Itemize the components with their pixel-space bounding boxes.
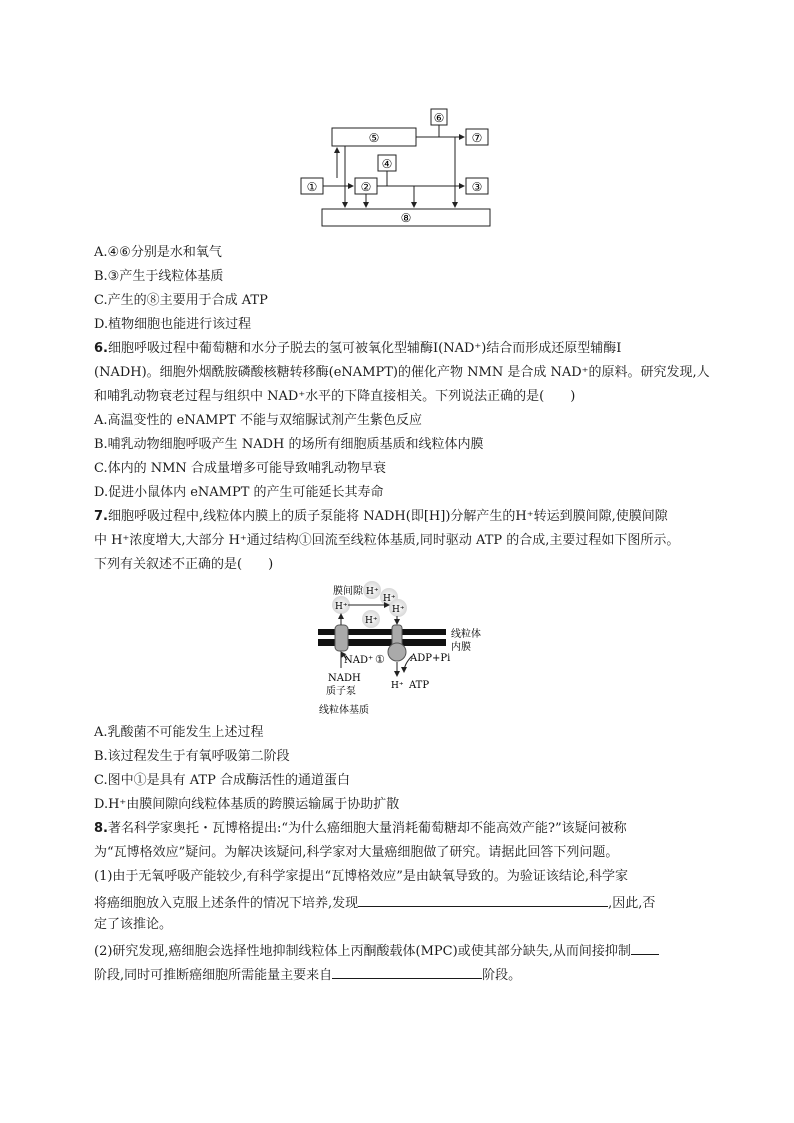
- label-4: ④: [381, 157, 393, 171]
- q8-number: 8.: [94, 821, 108, 836]
- q6-option-a: A.高温变性的 eNAMPT 不能与双缩脲试剂产生紫色反应: [94, 413, 422, 428]
- q7-stem-line-2: 中 H⁺浓度增大,大部分 H⁺通过结构①回流至线粒体基质,同时驱动 ATP 的合成,主要过程如下图所示。: [94, 533, 680, 548]
- q6-stem-line-3: 和哺乳动物衰老过程与组织中 NAD⁺水平的下降直接相关。下列说法正确的是( ): [94, 389, 576, 404]
- atp-synthase-head: [388, 643, 406, 661]
- structure-1-label: ①: [375, 653, 385, 666]
- q8-stem-line-1: 8.著名科学家奥托・瓦博格提出:“为什么癌细胞大量消耗葡萄糖却不能高效产能?”该疑问被称: [94, 821, 627, 836]
- adp-label: ADP+Pi: [410, 653, 451, 664]
- h-plus-4: H⁺: [392, 605, 405, 615]
- q6-option-d: D.促进小鼠体内 eNAMPT 的产生可能延长其寿命: [94, 485, 384, 500]
- q5-option-b: B.③产生于线粒体基质: [94, 269, 224, 284]
- proton-pump-shape: [335, 625, 348, 651]
- label-6: ⑥: [433, 111, 445, 125]
- q8-part2-line-1: (2)研究发现,癌细胞会选择性地抑制线粒体上丙酮酸载体(MPC)或使其部分缺失,从而间接抑制: [94, 940, 659, 961]
- q8-stem-line-2: 为“瓦博格效应”疑问。为解决该疑问,科学家对大量癌细胞做了研究。请据此回答下列问题。: [94, 845, 619, 860]
- intermembrane-space-label: 膜间隙: [333, 586, 363, 597]
- q5-option-c: C.产生的⑧主要用于合成 ATP: [94, 293, 268, 308]
- q8-part1-line-1: (1)由于无氧呼吸产能较少,有科学家提出“瓦博格效应”是由缺氧导致的。为验证该结论,科学家: [94, 869, 628, 884]
- label-8: ⑧: [400, 211, 412, 225]
- nad-label: NAD⁺: [344, 655, 374, 666]
- h-plus-3: H⁺: [383, 594, 396, 604]
- h-plus-2: H⁺: [366, 587, 379, 597]
- q6-option-b: B.哺乳动物细胞呼吸产生 NADH 的场所有细胞质基质和线粒体内膜: [94, 437, 484, 452]
- q7-stem-line-3: 下列有关叙述不正确的是( ): [94, 557, 274, 572]
- answer-blank-1[interactable]: [358, 892, 608, 907]
- answer-blank-2[interactable]: [631, 940, 659, 955]
- label-7: ⑦: [471, 131, 483, 145]
- q7-stem-line-1: 7.细胞呼吸过程中,线粒体内膜上的质子泵能将 NADH(即[H])分解产生的H⁺转运到膜间隙,使膜间隙: [94, 509, 668, 524]
- pump-label: 质子泵: [326, 686, 356, 697]
- q7-number: 7.: [94, 509, 108, 524]
- nadh-label: NADH: [328, 673, 361, 684]
- q6-option-c: C.体内的 NMN 合成量增多可能导致哺乳动物早衰: [94, 461, 386, 476]
- membrane-label-line-2: 内膜: [451, 642, 471, 653]
- h-plus-1: H⁺: [335, 602, 348, 612]
- q6-stem-line-2: (NADH)。细胞外烟酰胺磷酸核糖转移酶(eNAMPT)的催化产物 NMN 是合成 NAD⁺的原料。研究发现,人: [94, 365, 710, 380]
- atp-label: ATP: [409, 680, 430, 691]
- q8-part1-line-2: 将癌细胞放入克服上述条件的情况下培养,发现 ,因此,否: [94, 892, 655, 913]
- q8-part1-line-3: 定了该推论。: [94, 917, 173, 932]
- q7-option-a: A.乳酸菌不可能发生上述过程: [94, 725, 264, 740]
- respiration-flow-diagram: [300, 104, 500, 228]
- h-plus-5: H⁺: [365, 616, 378, 626]
- q5-option-d: D.植物细胞也能进行该过程: [94, 317, 252, 332]
- q6-stem-line-1: 6.细胞呼吸过程中葡萄糖和水分子脱去的氢可被氧化型辅酶Ⅰ(NAD⁺)结合而形成还原型辅酶Ⅰ: [94, 341, 622, 356]
- label-3: ③: [471, 180, 483, 194]
- q7-option-c: C.图中①是具有 ATP 合成酶活性的通道蛋白: [94, 773, 350, 788]
- q7-option-d: D.H⁺由膜间隙向线粒体基质的跨膜运输属于协助扩散: [94, 797, 400, 812]
- answer-blank-3[interactable]: [332, 964, 482, 979]
- q5-option-a: A.④⑥分别是水和氧气: [94, 245, 222, 260]
- q6-number: 6.: [94, 341, 108, 356]
- q7-option-b: B.该过程发生于有氧呼吸第二阶段: [94, 749, 290, 764]
- label-1: ①: [306, 180, 318, 194]
- label-5: ⑤: [368, 131, 380, 145]
- q8-part2-line-2: 阶段,同时可推断癌细胞所需能量主要来自 阶段。: [94, 964, 521, 985]
- proton-pump-figure: [300, 576, 500, 716]
- h-plus-bottom: H⁺: [391, 681, 404, 691]
- matrix-label: 线粒体基质: [319, 705, 369, 716]
- membrane-label-line-1: 线粒体: [451, 629, 481, 640]
- label-2: ②: [360, 180, 372, 194]
